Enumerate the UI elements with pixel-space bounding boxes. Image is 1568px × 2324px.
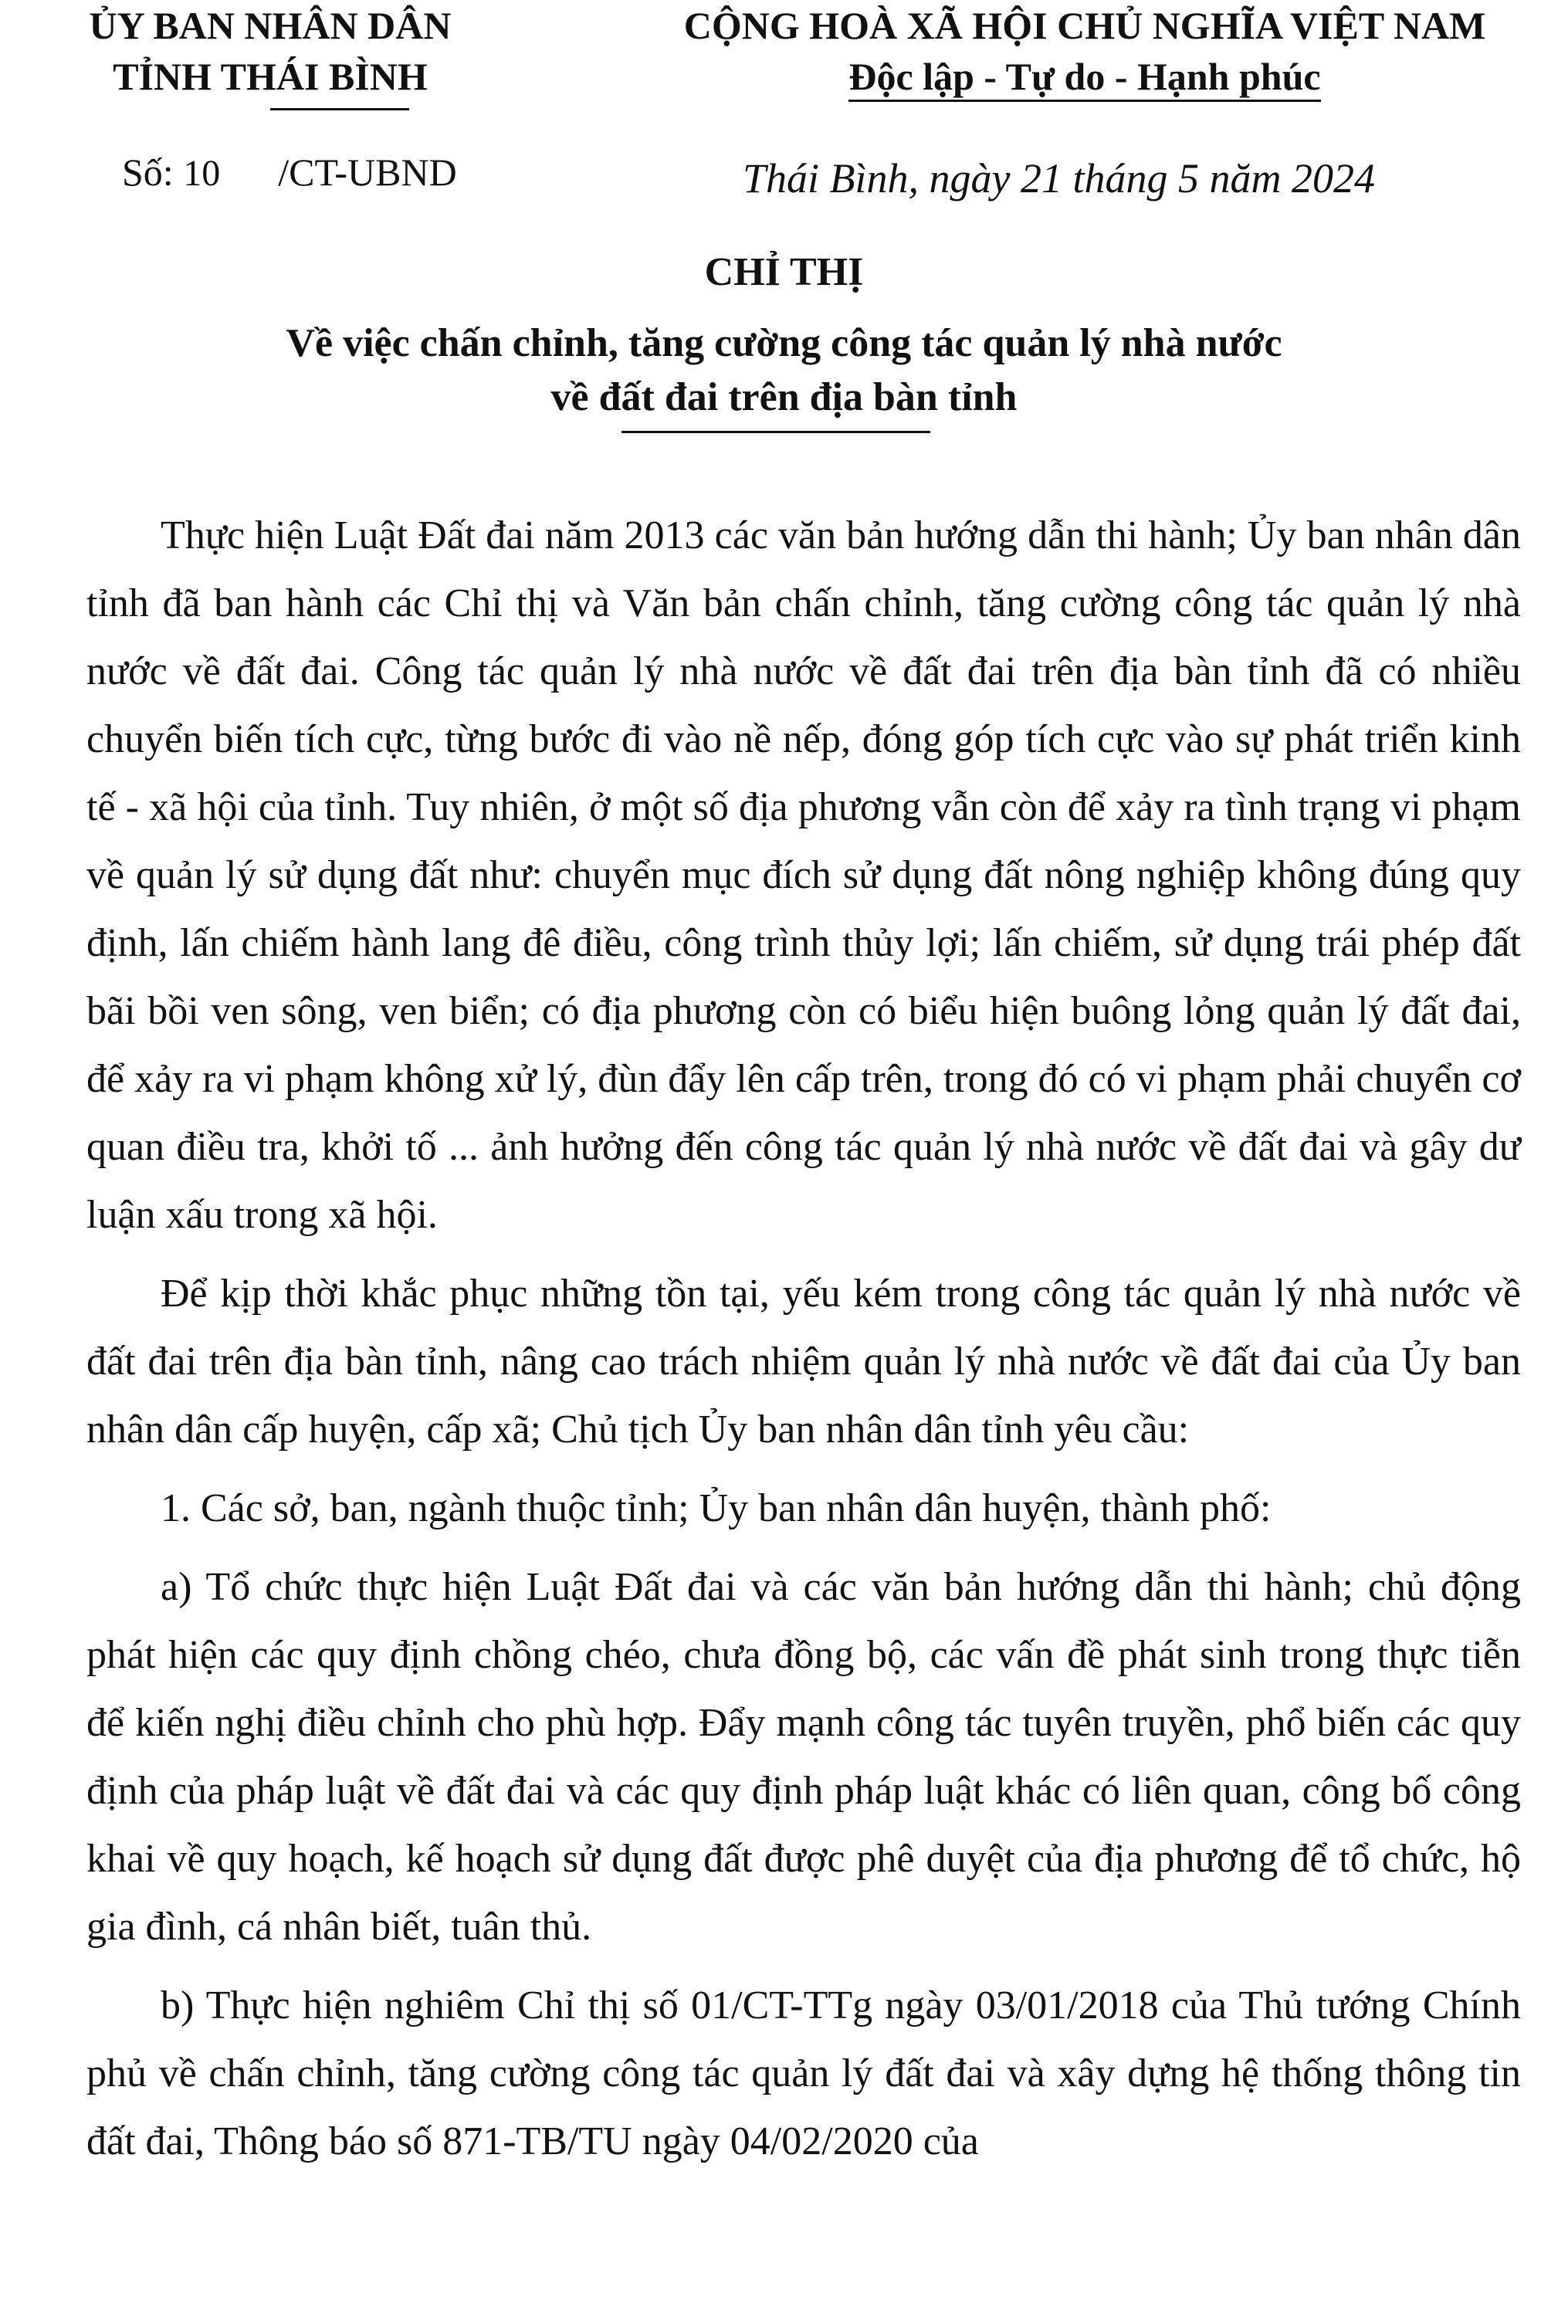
national-heading bbox=[610, 0, 1560, 102]
national-motto: Độc lập - Tự do - Hạnh phúc bbox=[848, 53, 1320, 102]
nation-name: CỘNG HOÀ XÃ HỘI CHỦ NGHĨA VIỆT NAM bbox=[683, 4, 1486, 47]
document-subject bbox=[0, 317, 1568, 425]
place-date: Thái Bình, ngày 21 tháng 5 năm 2024 bbox=[743, 155, 1375, 202]
body-paragraph: 1. Các sở, ban, ngành thuộc tỉnh; Ủy ban nhân dân huyện, thành phố: bbox=[161, 1486, 1272, 1530]
body-paragraph: Thực hiện Luật Đất đai năm 2013 các văn bản hướng dẫn thi hành; Ủy ban nhân dân tỉnh đã ban hành các Chỉ thị và Văn bản chấn chỉnh, tăng cường công tác quản lý nhà nước về đất đai. Công tác quản lý nhà nước về đất đai trên địa bàn tỉnh đã có nhiều chuyển biến tích cực, từng bước đi vào nề nếp, đóng góp tích cực vào sự phát triển kinh tế - xã hội của tỉnh. Tuy nhiên, ở một số địa phương vẫn còn để xảy ra tình trạng vi phạm về quản lý sử dụng đất như: chuyển mục đích sử dụng đất nông nghiệp không đúng quy định, lấn chiếm hành lang đê điều, công trình thủy lợi; lấn chiếm, sử dụng trái phép đất bãi bồi ven sông, ven biển; có địa phương còn có biểu hiện buông lỏng quản lý đất đai, để xảy ra vi phạm không xử lý, đùn đẩy lên cấp trên, trong đó có vi phạm phải chuyển cơ quan điều tra, khởi tố ... ảnh hưởng đến công tác quản lý nhà nước về đất đai và gây dư luận xấu trong xã hội. bbox=[86, 513, 1521, 1237]
agency-line-1: ỦY BAN NHÂN DÂN bbox=[89, 4, 452, 47]
title-underline bbox=[621, 431, 930, 433]
document-type: CHỈ THỊ bbox=[704, 250, 864, 294]
subject-line-2: về đất đai trên địa bàn tỉnh bbox=[550, 375, 1018, 419]
agency-underline bbox=[270, 108, 409, 110]
document-number bbox=[122, 147, 457, 199]
document-body bbox=[86, 502, 1521, 2187]
agency-line-2: TỈNH THÁI BÌNH bbox=[113, 55, 428, 98]
issuing-agency bbox=[69, 0, 471, 102]
body-paragraph: b) Thực hiện nghiêm Chỉ thị số 01/CT-TTg ngày 03/01/2018 của Thủ tướng Chính phủ về chấn chỉnh, tăng cường công tác quản lý đất đai và xây dựng hệ thống thông tin đất đai, Thông báo số 871-TB/TU ngày 04/02/2020 của bbox=[86, 1984, 1521, 2163]
body-paragraph: Để kịp thời khắc phục những tồn tại, yếu kém trong công tác quản lý nhà nước về đất đai trên địa bàn tỉnh, nâng cao trách nhiệm quản lý nhà nước về đất đai của Ủy ban nhân dân cấp huyện, cấp xã; Chủ tịch Ủy ban nhân dân tỉnh yêu cầu: bbox=[86, 1272, 1521, 1452]
body-paragraph: a) Tổ chức thực hiện Luật Đất đai và các văn bản hướng dẫn thi hành; chủ động phát hiện các quy định chồng chéo, chưa đồng bộ, các vấn đề phát sinh trong thực tiễn để kiến nghị điều chỉnh cho phù hợp. Đẩy mạnh công tác tuyên truyền, phổ biến các quy định của pháp luật về đất đai và các quy định pháp luật khác có liên quan, công bố công khai về quy hoạch, kế hoạch sử dụng đất được phê duyệt của địa phương để tổ chức, hộ gia đình, cá nhân biết, tuân thủ. bbox=[86, 1565, 1521, 1949]
subject-line-1: Về việc chấn chỉnh, tăng cường công tác quản lý nhà nước bbox=[286, 321, 1282, 365]
doc-number-value: 10 bbox=[183, 153, 221, 194]
doc-number-prefix: Số: bbox=[122, 151, 174, 194]
doc-number-suffix: /CT-UBND bbox=[278, 151, 457, 194]
